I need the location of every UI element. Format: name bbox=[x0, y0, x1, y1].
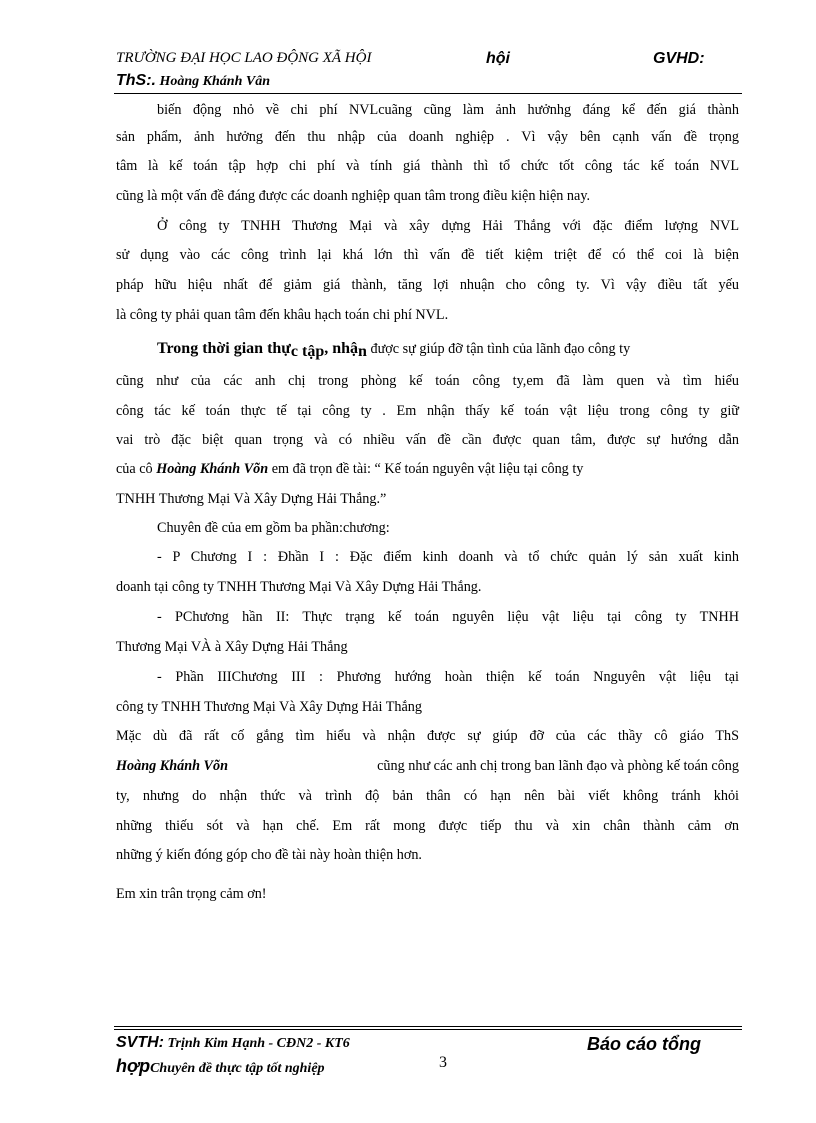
footer-rule-top bbox=[114, 1026, 742, 1027]
body-line: Chuyên đề của em gồm ba phần:chương: bbox=[157, 520, 390, 536]
footer-hop: hợp bbox=[116, 1056, 151, 1076]
body-line: công tác kế toán thực tế tại công ty . Em nhận thấy kế toán vật liệu trong công ty giữ bbox=[116, 403, 739, 419]
body-text: được sự giúp đỡ tận tình của lãnh đạo công ty bbox=[366, 341, 631, 357]
footer-rule-bottom bbox=[114, 1029, 742, 1030]
body-line: ty, nhưng do nhận thức và trình độ bản thân có hạn nên bài viết không tránh khỏi bbox=[116, 788, 739, 804]
body-line: Ở công ty TNHH Thương Mại và xây dựng Hải Thắng với đặc điểm lượng NVL bbox=[157, 218, 739, 234]
header-hoi: hội bbox=[486, 50, 510, 67]
body-bold-subscript: n bbox=[358, 343, 367, 360]
header-supervisor bbox=[116, 72, 270, 90]
body-line: pháp hữu hiệu nhất để giảm giá thành, tăng lợi nhuận cho công ty. Vì vậy điều tất yếu bbox=[116, 277, 739, 293]
body-line: sử dụng vào các công trình lại khá lớn thì vấn đề tiết kiệm triệt để có thể coi là biện bbox=[116, 247, 739, 263]
body-text: của cô bbox=[116, 461, 157, 477]
footer-report-title-cont bbox=[116, 1056, 325, 1077]
body-line: TNHH Thương Mại Và Xây Dựng Hải Thắng.” bbox=[116, 491, 387, 507]
closing-line: Em xin trân trọng cảm ơn! bbox=[116, 886, 267, 902]
footer-report-title: Báo cáo tổng bbox=[587, 1034, 702, 1054]
body-line: biến động nhỏ về chi phí NVLcuãng cũng làm ảnh hưởnhg đáng kể đến giá thành bbox=[157, 102, 739, 118]
list-item-line: - Phần IIIChương III : Phương hướng hoàn thiện kế toán Nnguyên vật liệu tại bbox=[157, 669, 739, 685]
body-line: sản phẩm, ảnh hưởng đến thu nhập của doanh nghiệp . Vì vậy bên cạnh vấn đề trọng bbox=[116, 129, 739, 145]
footer-svth-prefix: SVTH: bbox=[116, 1034, 164, 1051]
body-line-with-name bbox=[116, 459, 583, 479]
list-item-line: công ty TNHH Thương Mại Và Xây Dựng Hải Thắng bbox=[116, 699, 422, 715]
body-line-emphasis bbox=[157, 339, 630, 359]
body-bold-text: , nhậ bbox=[324, 340, 359, 357]
list-item-line: - P Chương I : Đhần I : Đặc điểm kinh doanh và tổ chức quản lý sản xuất kinh bbox=[157, 549, 739, 565]
footer-document-type: Chuyên đề thực tập tốt nghiệp bbox=[150, 1061, 325, 1076]
list-item-line: Thương Mại VÀ à Xây Dựng Hải Thắng bbox=[116, 639, 348, 655]
footer-student-name: Trịnh Kim Hạnh - CĐN2 - KT6 bbox=[164, 1036, 350, 1051]
footer-student bbox=[116, 1034, 350, 1052]
body-line: tâm là kế toán tập hợp chi phí và tính giá thành thì tổ chức tốt công tác kế toán NVL bbox=[116, 158, 739, 174]
supervisor-name-inline: Hoàng Khánh Võn bbox=[156, 461, 269, 477]
body-line-with-name bbox=[116, 756, 739, 776]
body-line: vai trò đặc biệt quan trọng và có nhiều vấn đề cần được quan tâm, được sự hướng dẫn bbox=[116, 432, 739, 448]
list-item-line: - PChương hần II: Thực trạng kế toán nguyên liệu vật liệu tại công ty TNHH bbox=[157, 609, 739, 625]
header-ths-prefix: ThS:. bbox=[116, 72, 156, 89]
body-line: cũng là một vấn đề đáng được các doanh nghiệp quan tâm trong điều kiện hiện nay. bbox=[116, 188, 591, 204]
body-line: những thiếu sót và hạn chế. Em rất mong được tiếp thu và xin chân thành cảm ơn bbox=[116, 818, 739, 834]
supervisor-name-inline: Hoàng Khánh Võn bbox=[116, 758, 228, 774]
body-line: là công ty phải quan tâm đến khâu hạch toán chi phí NVL. bbox=[116, 307, 449, 323]
header-school-name: TRƯỜNG ĐẠI HỌC LAO ĐỘNG XÃ HỘI bbox=[116, 50, 372, 66]
body-line: cũng như của các anh chị trong phòng kế toán công ty,em đã làm quen và tìm hiểu bbox=[116, 373, 739, 389]
body-line: Mặc dù đã rất cố gắng tìm hiểu và nhận được sự giúp đỡ của các thầy cô giáo ThS bbox=[116, 728, 739, 744]
body-bold-text: Trong thời gian thự bbox=[157, 340, 291, 357]
body-line: những ý kiến đóng góp cho đề tài này hoàn thiện hơn. bbox=[116, 847, 422, 863]
header-supervisor-name: Hoàng Khánh Vân bbox=[156, 74, 270, 89]
list-item-line: doanh tại công ty TNHH Thương Mại Và Xây Dựng Hải Thắng. bbox=[116, 579, 482, 595]
body-text: cũng như các anh chị trong ban lãnh đạo và phòng kế toán công bbox=[377, 758, 739, 774]
header-gvhd-label: GVHD: bbox=[653, 50, 705, 67]
body-text: em đã trọn đề tài: “ Kế toán nguyên vật liệu tại công ty bbox=[268, 461, 584, 477]
page-number: 3 bbox=[439, 1054, 447, 1071]
header-rule bbox=[114, 93, 742, 94]
body-bold-subscript: c tập bbox=[290, 343, 325, 360]
